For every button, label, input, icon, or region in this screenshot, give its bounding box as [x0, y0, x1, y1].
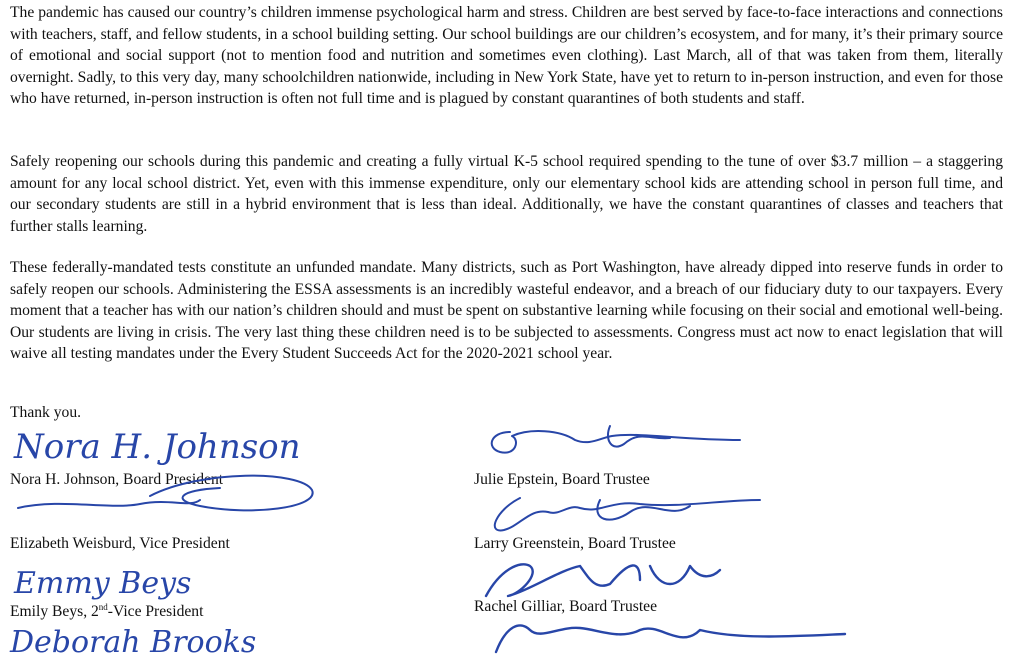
- signatory-weisburd: Elizabeth Weisburd, Vice President: [10, 535, 230, 552]
- signatory-beys: [10, 597, 203, 622]
- signature-beys: Emmy Beys: [14, 566, 192, 601]
- paragraph-unfunded-mandate: These federally-mandated tests constitute an unfunded mandate. Many districts, such as Port Washington, have already dipped into reserve funds in order to safely reopen our schools. Administering the ESSA assessments is an incredibly wasteful endeavor, and a breach of our fiduciary duty to our taxpayers. Every moment that a teacher has with our nation’s children should and must be spent on substantive learning while focusing on their social and emotional well-being. Our students are living in crisis. The very last thing these children need is to be subjected to assessments. Congress must act now to enact legislation that will waive all testing mandates under the Every Student Succeeds Act for the 2020-2021 school year.: [10, 259, 1004, 362]
- signature-brooks: Deborah Brooks: [10, 625, 257, 654]
- signatory-beys-name: Emily Beys, 2: [10, 603, 99, 621]
- signatory-gilliar: Rachel Gilliar, Board Trustee: [474, 598, 658, 615]
- signature-gilliar: [486, 564, 720, 596]
- signature-bottom-right: [496, 625, 845, 652]
- signatory-beys-title: -Vice President: [107, 603, 204, 621]
- signatory-greenstein: Larry Greenstein, Board Trustee: [474, 535, 676, 552]
- closing-line: Thank you.: [10, 404, 82, 421]
- signatory-epstein: Julie Epstein, Board Trustee: [474, 471, 650, 488]
- paragraph-pandemic-impact: The pandemic has caused our country’s children immense psychological harm and stress. Children are best served by face-to-face interactions and connections with teachers, staff, and fellow students, in a school building setting. Our school buildings are our children’s ecosystem, and for many, it’s their primary source of emotional and social support (not to mention food and nutrition and sometimes even clothing). Last March, all of that was taken from them, literally overnight. Sadly, to this very day, many schoolchildren nationwide, including in New York State, have yet to return to in-person instruction, and even for those who have returned, in-person instruction is often not full time and is plagued by constant quarantines of both students and staff.: [10, 4, 1003, 107]
- signature-johnson: Nora H. Johnson: [14, 427, 301, 467]
- signature-greenstein: [495, 498, 760, 530]
- signatory-beys-ordinal: nd: [98, 602, 108, 612]
- signatory-johnson: Nora H. Johnson, Board President: [10, 471, 224, 488]
- signature-epstein: [492, 426, 740, 453]
- paragraph-reopening-costs: Safely reopening our schools during this pandemic and creating a fully virtual K-5 school required spending to the tune of over $3.7 million – a staggering amount for any local school district. Yet, even with this immense expenditure, only our elementary school kids are attending school in person full time, and our secondary students are still in a hybrid environment that is less than ideal. Additionally, we have the constant quarantines of classes and teachers that further stalls learning.: [10, 153, 1003, 235]
